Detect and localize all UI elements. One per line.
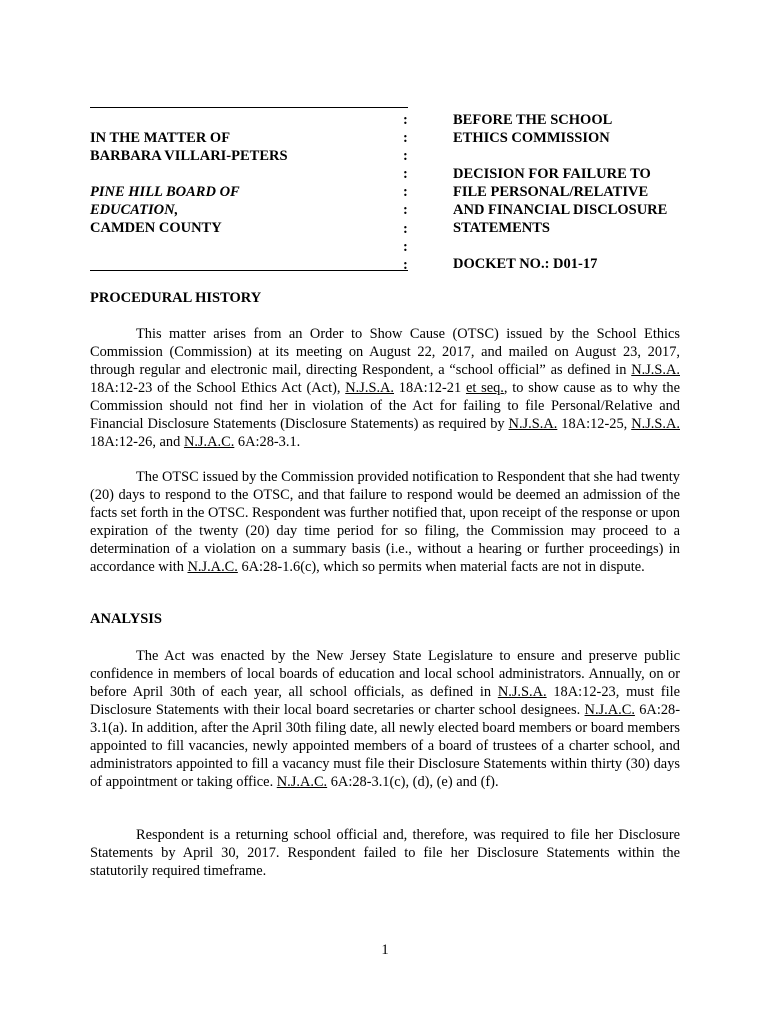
colon: : <box>403 238 408 255</box>
caption-decision-title-4: STATEMENTS <box>453 220 550 236</box>
colon: : <box>403 184 408 201</box>
colon: : <box>403 130 408 147</box>
caption-top-rule <box>90 107 408 108</box>
caption-commission: ETHICS COMMISSION <box>453 130 610 146</box>
colon: : <box>403 256 408 273</box>
paragraph-3: The Act was enacted by the New Jersey State Legislature to ensure and preserve public confidence in members of local boards of education and local school administrators. Annually, on or before April 30th of each year, all school officials, as defined in N.J.S.A. 18A:12-23, must file Disclosure Statements with their local board secretaries or charter school designees. N.J.A.C. 6A:28-3.1(a). In addition, after the April 30th filing date, all newly elected board members or board members appointed to fill vacancies, newly appointed members of a board of trustees of a charter school, and administrators appointed to fill a vacancy must file their Disclosure Statements within thirty (30) days of appointment or taking office. N.J.A.C. 6A:28-3.1(c), (d), (e) and (f). <box>90 648 680 790</box>
caption-right <box>453 111 667 273</box>
colon: : <box>403 220 408 237</box>
colon: : <box>403 166 408 183</box>
caption-matter: IN THE MATTER OF <box>90 130 231 146</box>
caption-board: PINE HILL BOARD OF <box>90 184 240 200</box>
caption-bottom-rule <box>90 270 408 271</box>
caption-left <box>90 129 288 237</box>
caption-respondent-name: BARBARA VILLARI-PETERS <box>90 148 288 164</box>
paragraph-2: The OTSC issued by the Commission provided notification to Respondent that she had twenty (20) days to respond to the OTSC, and that failure to respond would be deemed an admission of the facts set forth in the OTSC. Respondent was further notified that, upon receipt of the response or upon expiration of the twenty (20) day time period for so filing, the Commission may proceed to a determination of a violation on a summary basis (i.e., without a hearing or further proceedings) in accordance with N.J.A.C. 6A:28-1.6(c), which so permits when material facts are not in dispute. <box>90 469 680 575</box>
caption-colon-column <box>403 111 408 274</box>
section-heading-analysis: ANALYSIS <box>90 611 162 627</box>
caption-before: BEFORE THE SCHOOL <box>453 112 613 128</box>
colon: : <box>403 112 408 128</box>
paragraph-1: This matter arises from an Order to Show Cause (OTSC) issued by the School Ethics Commission (Commission) at its meeting on August 22, 2017, and mailed on August 23, 2017, through regular and electronic mail, directing Respondent, a “school official” as defined in N.J.S.A. 18A:12-23 of the School Ethics Act (Act), N.J.S.A. 18A:12-21 et seq., to show cause as to why the Commission should not find her in violation of the Act for failing to file Personal/Relative and Financial Disclosure Statements (Disclosure Statements) as required by N.J.S.A. 18A:12-25, N.J.S.A. 18A:12-26, and N.J.A.C. 6A:28-3.1. <box>90 326 680 450</box>
colon: : <box>403 202 408 219</box>
caption-decision-title-2: FILE PERSONAL/RELATIVE <box>453 184 649 200</box>
section-heading-procedural-history: PROCEDURAL HISTORY <box>90 290 262 306</box>
caption-decision-title: DECISION FOR FAILURE TO <box>453 166 651 182</box>
paragraph-4: Respondent is a returning school official and, therefore, was required to file her Disclosure Statements by April 30, 2017. Respondent failed to file her Disclosure Statements within the statutorily required timeframe. <box>90 827 680 879</box>
colon: : <box>403 148 408 165</box>
page-number: 1 <box>381 942 389 958</box>
caption-board-cont: EDUCATION, <box>90 202 179 218</box>
docket-number: DOCKET NO.: D01-17 <box>453 256 598 272</box>
caption-county: CAMDEN COUNTY <box>90 220 222 236</box>
caption-decision-title-3: AND FINANCIAL DISCLOSURE <box>453 202 668 218</box>
